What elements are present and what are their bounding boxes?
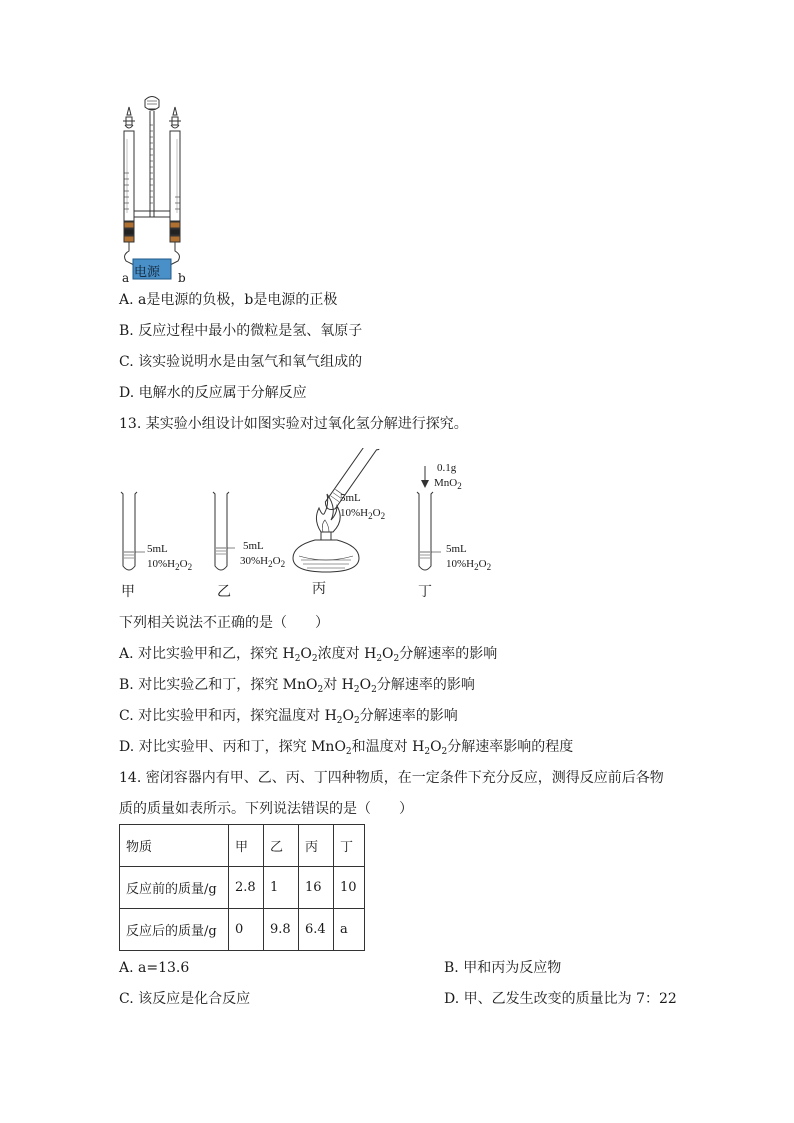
table-header-cell: 物质 xyxy=(120,825,229,867)
subscript: 2 xyxy=(187,562,193,572)
tube-jia-concentration xyxy=(147,558,192,572)
conc-text: 30%H xyxy=(240,555,269,567)
tube-yi-volume xyxy=(243,540,264,552)
q12-option-c xyxy=(119,353,362,371)
tube-ding-concentration xyxy=(446,558,491,572)
subscript: 2 xyxy=(311,654,318,664)
option-text: 分解速率的影响 xyxy=(359,708,458,724)
table-cell: 反应后的质量/g xyxy=(120,909,229,951)
question-text: 某实验小组设计如图实验对过氧化氢分解进行探究。 xyxy=(145,416,468,432)
subscript: 2 xyxy=(380,511,386,521)
q14-stem-line2: 质的质量如表所示。下列说法错误的是（ ） xyxy=(119,801,413,817)
tube-ding-label: 丁 xyxy=(418,584,432,600)
option-text: 和温度对 H xyxy=(351,739,425,755)
conc-tail: O xyxy=(372,507,381,519)
table-header-row xyxy=(120,825,365,867)
option-text: 分解速率的影响 xyxy=(399,646,498,662)
q12-option-a xyxy=(119,291,337,309)
tube-bing-concentration xyxy=(340,507,385,521)
table-header-cell: 丙 xyxy=(299,825,334,867)
q14-option-d xyxy=(444,990,677,1008)
conc-text: 10%H xyxy=(446,558,475,570)
option-text: 对 H xyxy=(323,677,354,693)
option-letter: B. xyxy=(119,677,134,693)
q13-option-c xyxy=(119,707,458,730)
table-row xyxy=(120,909,365,951)
option-text: O xyxy=(430,739,442,755)
option-text: 对比实验乙和丁，探究 MnO xyxy=(138,677,318,693)
subscript: 2 xyxy=(175,562,180,572)
q14-option-b xyxy=(444,959,561,977)
table-cell: 6.4 xyxy=(299,909,334,951)
option-text: 甲和丙为反应物 xyxy=(463,960,562,976)
subscript: 2 xyxy=(336,716,343,726)
subscript: 2 xyxy=(268,559,273,569)
option-letter: D. xyxy=(119,385,135,401)
option-letter: A. xyxy=(119,292,134,308)
q14-option-a xyxy=(119,959,189,977)
mass-text: 0.1g xyxy=(437,462,457,474)
option-text: 对比实验甲和丙，探究温度对 H xyxy=(138,708,337,724)
option-text: O xyxy=(342,708,355,724)
tube-bing-label: 丙 xyxy=(312,581,326,597)
q14-option-c xyxy=(119,990,250,1008)
option-text: 反应过程中最小的微粒是氢、氧原子 xyxy=(138,323,363,339)
option-text: O xyxy=(382,646,394,662)
option-text: O xyxy=(359,677,372,693)
subscript: 2 xyxy=(486,562,492,572)
subscript: 2 xyxy=(280,559,286,569)
tube-yi-concentration xyxy=(240,555,285,569)
option-text: a是电源的负极，b是电源的正极 xyxy=(138,292,338,308)
table-cell: 9.8 xyxy=(264,909,299,951)
option-letter: D. xyxy=(444,991,460,1007)
conc-text: 10%H xyxy=(147,558,176,570)
subscript: 2 xyxy=(294,654,301,664)
option-text: 分解速率的影响 xyxy=(376,677,475,693)
table-cell: 1 xyxy=(264,867,299,909)
table-header-cell: 乙 xyxy=(264,825,299,867)
conc-tail: O xyxy=(179,558,188,570)
subscript: 2 xyxy=(457,481,462,491)
subscript: 2 xyxy=(376,654,383,664)
option-letter: B. xyxy=(119,323,134,339)
option-letter: A. xyxy=(119,646,134,662)
option-text: 对比实验甲和乙，探究 H xyxy=(138,646,295,662)
power-supply-label: 电源 xyxy=(134,265,161,280)
electrolysis-apparatus-figure xyxy=(112,95,192,285)
q13-option-d xyxy=(119,738,573,761)
table-cell: 2.8 xyxy=(229,867,264,909)
tube-ding-volume xyxy=(446,543,467,555)
option-text: 甲、乙发生改变的质量比为 7：22 xyxy=(463,991,677,1007)
table-cell: 10 xyxy=(334,867,365,909)
table-cell: 反应前的质量/g xyxy=(120,867,229,909)
option-text: 该反应是化合反应 xyxy=(138,991,251,1007)
question-text: 密闭容器内有甲、乙、丙、丁四种物质，在一定条件下充分反应，测得反应前后各物 xyxy=(145,770,664,786)
electrode-a-label: a xyxy=(122,271,130,285)
subscript: 2 xyxy=(353,685,360,695)
subscript: 2 xyxy=(371,685,377,695)
q13-stem xyxy=(119,415,468,433)
volume-text: 5mL xyxy=(147,543,168,555)
subscript: 2 xyxy=(354,716,360,726)
option-letter: C. xyxy=(119,991,134,1007)
electrode-b-label: b xyxy=(178,271,186,285)
option-text: a=13.6 xyxy=(138,960,190,976)
subscript: 2 xyxy=(368,511,373,521)
catalyst-mass xyxy=(437,462,456,474)
option-letter: C. xyxy=(119,354,134,370)
conc-tail: O xyxy=(478,558,487,570)
tube-jia-volume xyxy=(147,543,168,555)
mass-table xyxy=(119,824,365,951)
q12-option-d xyxy=(119,384,307,402)
subscript: 2 xyxy=(474,562,479,572)
option-text: 电解水的反应属于分解反应 xyxy=(138,385,307,401)
subscript: 2 xyxy=(393,654,400,664)
volume-text: 5mL xyxy=(243,540,264,552)
conc-tail: O xyxy=(272,555,281,567)
question-number: 13. xyxy=(119,416,142,432)
q14-stem-line1 xyxy=(119,769,664,787)
option-text: 该实验说明水是由氢气和氧气组成的 xyxy=(138,354,363,370)
option-text: O xyxy=(300,646,312,662)
table-cell: a xyxy=(334,909,365,951)
tube-jia-label: 甲 xyxy=(121,584,135,600)
option-letter: D. xyxy=(119,739,135,755)
q13-question: 下列相关说法不正确的是（ ） xyxy=(119,615,329,631)
q13-option-b xyxy=(119,676,475,699)
q12-option-b xyxy=(119,322,362,340)
subscript: 2 xyxy=(424,747,431,757)
table-cell: 16 xyxy=(299,867,334,909)
table-cell: 0 xyxy=(229,909,264,951)
subscript: 2 xyxy=(317,685,324,695)
subscript: 2 xyxy=(441,747,448,757)
conc-text: 10%H xyxy=(340,507,369,519)
option-text: 对比实验甲、丙和丁，探究 MnO xyxy=(138,739,346,755)
table-row xyxy=(120,867,365,909)
subscript: 2 xyxy=(345,747,352,757)
formula-text: MnO xyxy=(434,477,458,489)
option-text: 浓度对 H xyxy=(317,646,377,662)
tube-yi-label: 乙 xyxy=(217,584,231,600)
volume-text: 5mL xyxy=(340,492,361,504)
table-header-cell: 丁 xyxy=(334,825,365,867)
tube-bing-volume xyxy=(340,492,361,504)
table-header-cell: 甲 xyxy=(229,825,264,867)
volume-text: 5mL xyxy=(446,543,467,555)
question-number: 14. xyxy=(119,770,142,786)
option-letter: A. xyxy=(119,960,134,976)
option-letter: B. xyxy=(444,960,459,976)
option-letter: C. xyxy=(119,708,134,724)
option-text: 分解速率影响的程度 xyxy=(447,739,574,755)
q13-option-a xyxy=(119,645,497,668)
catalyst-formula xyxy=(434,477,462,491)
